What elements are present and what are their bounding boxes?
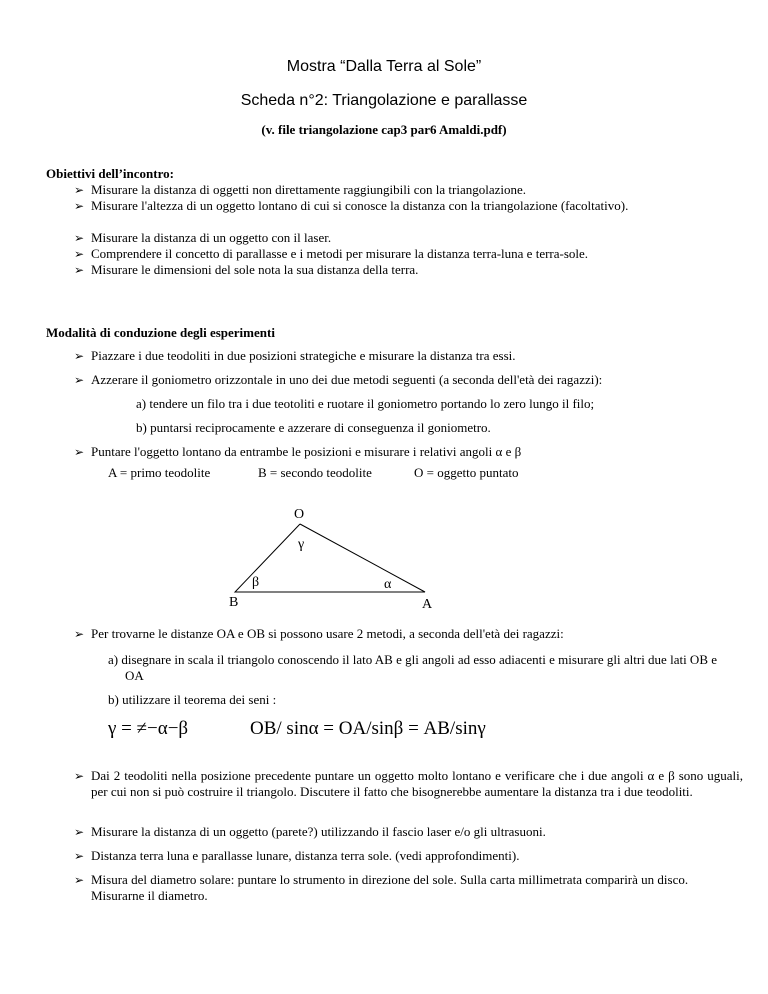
list-item: ➢ Distanza terra luna e parallasse lunare, distanza terra sole. (vedi approfondimenti).: [74, 848, 520, 863]
label-o: O: [294, 507, 305, 522]
list-item: ➢ Comprendere il concetto di parallasse e i metodi per misurare la distanza terra-luna e terra-sole.: [74, 246, 589, 261]
list-item: ➢ Misura del diametro solare: puntare lo strumento in direzione del sole. Sulla carta millimetrata comparirà un disco. Misurarne il diametro.: [74, 872, 689, 903]
document-reference: (v. file triangolazione cap3 par6 Amaldi.pdf): [261, 122, 507, 137]
arrowhead-bullet-icon: ➢: [74, 263, 85, 277]
label-a: A: [422, 597, 433, 612]
arrowhead-bullet-icon: ➢: [74, 247, 85, 261]
list-item: ➢ Azzerare il goniometro orizzontale in uno dei due metodi seguenti (a seconda dell'età dei ragazzi):: [74, 372, 603, 387]
sub-item: a) tendere un filo tra i due teotoliti e ruotare il goniometro portando lo zero lungo il filo;: [136, 396, 595, 411]
list-item: ➢ Piazzare i due teodoliti in due posizioni strategiche e misurare la distanza tra essi.: [74, 348, 516, 363]
list-item: ➢ Puntare l'oggetto lontano da entrambe le posizioni e misurare i relativi angoli α e β: [74, 444, 522, 459]
arrowhead-bullet-icon: ➢: [74, 199, 85, 213]
arrowhead-bullet-icon: ➢: [74, 445, 85, 459]
formula-gamma: γ = ≠−α−β: [108, 718, 189, 739]
legend-o: O = oggetto puntato: [414, 465, 519, 480]
methods-heading: Modalità di conduzione degli esperimenti: [46, 325, 275, 340]
list-item: ➢ Dai 2 teodoliti nella posizione precedente puntare un oggetto molto lontano e verificare che i due angoli α e β sono uguali, per cui non si può costruire il triangolo. Discutere il fatto che bisognerebbe aumentare la distanza tra i due teodoliti.: [74, 768, 743, 799]
list-item: ➢ Misurare l'altezza di un oggetto lontano di cui si conosce la distanza con la triangolazione (facoltativo).: [74, 198, 629, 213]
list-item: ➢ Misurare le dimensioni del sole nota la sua distanza della terra.: [74, 262, 419, 277]
sub-item: b) utilizzare il teorema dei seni :: [108, 692, 277, 707]
sub-item: a) disegnare in scala il triangolo conoscendo il lato AB e gli angoli ad esso adiacenti e misurare gli altri due lati OB e OA: [108, 652, 718, 683]
arrowhead-bullet-icon: ➢: [74, 183, 85, 197]
list-item: ➢ Misurare la distanza di un oggetto (parete?) utilizzando il fascio laser e/o gli ultrasuoni.: [74, 824, 546, 839]
label-alpha: α: [384, 577, 392, 592]
objectives-heading: Obiettivi dell’incontro:: [46, 166, 174, 181]
label-b: B: [229, 595, 239, 610]
arrowhead-bullet-icon: ➢: [74, 873, 85, 887]
list-item: ➢ Per trovarne le distanze OA e OB si possono usare 2 metodi, a seconda dell'età dei ragazzi:: [74, 626, 564, 641]
arrowhead-bullet-icon: ➢: [74, 849, 85, 863]
arrowhead-bullet-icon: ➢: [74, 627, 85, 641]
label-beta: β: [252, 575, 260, 590]
arrowhead-bullet-icon: ➢: [74, 769, 85, 783]
sub-item: b) puntarsi reciprocamente e azzerare di conseguenza il goniometro.: [136, 420, 491, 435]
legend-b: B = secondo teodolite: [258, 465, 372, 480]
formula-sine-law: OB/ sinα = OA/sinβ = AB/sinγ: [250, 718, 486, 739]
document-subtitle: Scheda n°2: Triangolazione e parallasse: [240, 92, 528, 109]
arrowhead-bullet-icon: ➢: [74, 825, 85, 839]
list-item: ➢ Misurare la distanza di un oggetto con il laser.: [74, 230, 332, 245]
arrowhead-bullet-icon: ➢: [74, 231, 85, 245]
document-title: Mostra “Dalla Terra al Sole”: [286, 58, 482, 75]
arrowhead-bullet-icon: ➢: [74, 373, 85, 387]
legend-a: A = primo teodolite: [108, 465, 211, 480]
list-item: ➢ Misurare la distanza di oggetti non direttamente raggiungibili con la triangolazione.: [74, 182, 527, 197]
label-gamma: γ: [298, 537, 305, 552]
triangle-diagram: [220, 500, 450, 620]
arrowhead-bullet-icon: ➢: [74, 349, 85, 363]
triangle-outline: [235, 524, 425, 592]
